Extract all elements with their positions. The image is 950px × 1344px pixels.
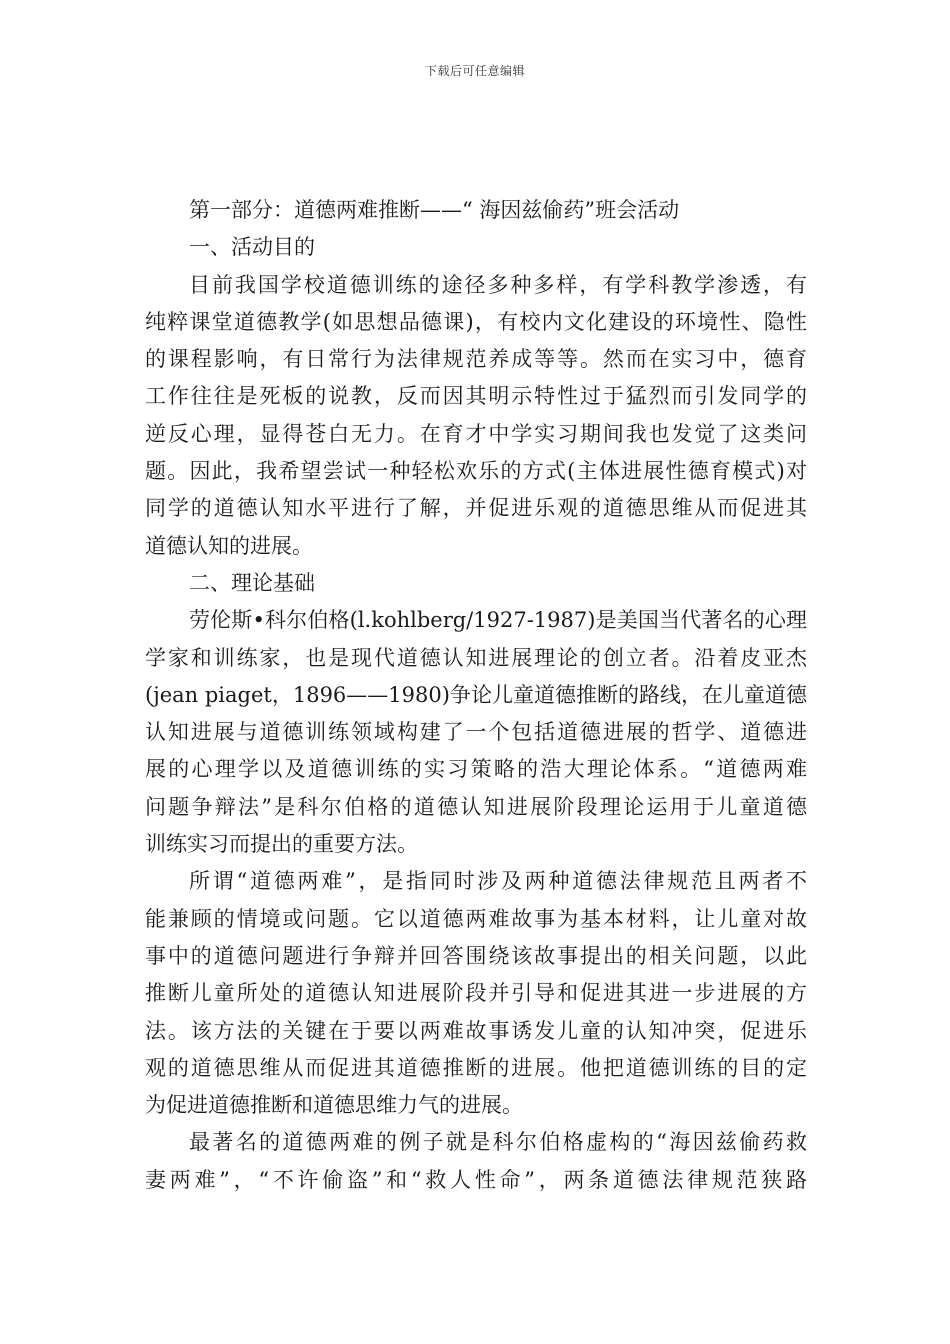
paragraph-line: 所谓“道德两难”，是指同时涉及两种道德法律规范且两者不 <box>189 869 807 894</box>
paragraph-line: 观的道德思维从而促进其道德推断的进展。他把道德训练的目的定 <box>145 1055 807 1080</box>
section-title: 第一部分：道德两难推断——“ 海因兹偷药”班会活动 <box>189 198 680 222</box>
paragraph-line: 事中的道德问题进行争辩并回答围绕该故事提出的相关问题，以此 <box>145 943 807 968</box>
paragraph-line: 最著名的道德两难的例子就是科尔伯格虚构的“海因兹偷药救 <box>189 1130 807 1155</box>
document-body <box>145 192 807 1199</box>
paragraph-line: 训练实习而提出的重要方法。 <box>145 832 418 857</box>
paragraph-line: 推断儿童所处的道德认知进展阶段并引导和促进其进一步进展的方 <box>145 981 807 1006</box>
paragraph-line: 的课程影响，有日常行为法律规范养成等等。然而在实习中，德育 <box>145 347 807 372</box>
paragraph-line: 纯粹课堂道德教学(如思想品德课)，有校内文化建设的环境性、隐性 <box>145 309 807 334</box>
paragraph-line: 道德认知的进展。 <box>145 533 313 558</box>
paragraph-line: 学家和训练家，也是现代道德认知进展理论的创立者。沿着皮亚杰 <box>145 645 807 670</box>
paragraph-line: 题。因此，我希望尝试一种轻松欢乐的方式(主体进展性德育模式)对 <box>145 459 807 484</box>
paragraph-line: 工作往往是死板的说教，反而因其明示特性过于猛烈而引发同学的 <box>145 384 807 409</box>
paragraph-line: 劳伦斯•科尔伯格(l.kohlberg/1927-1987)是美国当代著名的心理 <box>189 608 807 633</box>
paragraph-line: 目前我国学校道德训练的途径多种多样，有学科教学渗透，有 <box>189 272 807 297</box>
paragraph-line: 问题争辩法”是科尔伯格的道德认知进展阶段理论运用于儿童道德 <box>145 794 807 819</box>
paragraph-line: 同学的道德认知水平进行了解，并促进乐观的道德思维从而促进其 <box>145 496 807 521</box>
paragraph-line: 妻两难”，“不许偷盗”和“救人性命”，两条道德法律规范狭路 <box>145 1167 807 1192</box>
header-note: 下载后可任意编辑 <box>424 64 525 78</box>
heading-activity-purpose: 一、活动目的 <box>189 235 315 260</box>
paragraph-line: 能兼顾的情境或问题。它以道德两难故事为基本材料，让儿童对故 <box>145 906 807 931</box>
paragraph-line: 法。该方法的关键在于要以两难故事诱发儿童的认知冲突，促进乐 <box>145 1018 807 1043</box>
paragraph-line: 逆反心理，显得苍白无力。在育才中学实习期间我也发觉了这类问 <box>145 421 807 446</box>
heading-theory-basis: 二、理论基础 <box>189 570 315 595</box>
paragraph-line: 认知进展与道德训练领域构建了一个包括道德进展的哲学、道德进 <box>145 720 807 745</box>
paragraph-line: 展的心理学以及道德训练的实习策略的浩大理论体系。“道德两难 <box>145 757 807 782</box>
paragraph-line: 为促进道德推断和道德思维力气的进展。 <box>145 1093 523 1118</box>
paragraph-line: (jean piaget，1896——1980)争论儿童道德推断的路线，在儿童道德 <box>145 682 807 707</box>
